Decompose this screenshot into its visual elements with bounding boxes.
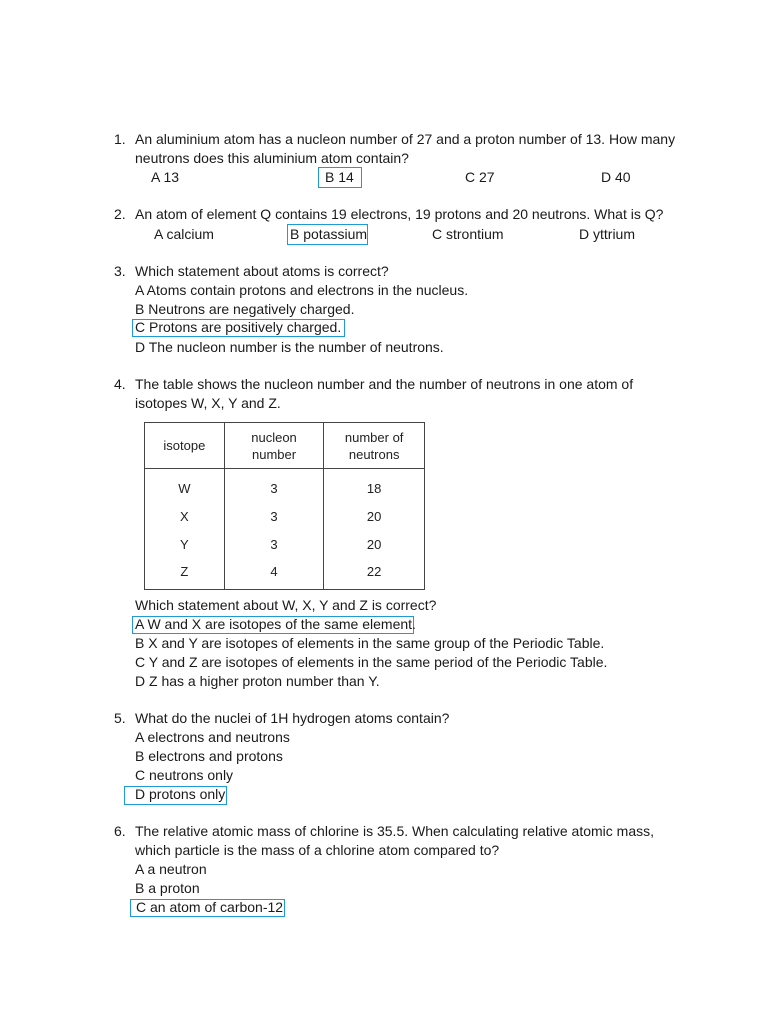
table-cell: 20 — [324, 503, 425, 531]
question-stem-line-2: which particle is the mass of a chlorine atom compared to? — [135, 842, 500, 858]
table-cell: 22 — [324, 559, 425, 590]
table-row — [145, 503, 425, 531]
option-b: B a proton — [135, 880, 200, 896]
question-number: 3. — [114, 263, 126, 279]
question-stem-line-2: neutrons does this aluminium atom contain? — [135, 150, 409, 166]
option-d: D yttrium — [579, 226, 635, 242]
table-cell: 3 — [224, 469, 324, 503]
option-a: A electrons and neutrons — [135, 729, 290, 745]
table-cell: Z — [145, 559, 225, 590]
option-a-marked-answer: A W and X are isotopes of the same element. — [132, 616, 414, 634]
table-row — [145, 469, 425, 503]
option-a: A a neutron — [135, 861, 207, 877]
isotope-table — [144, 422, 425, 590]
table-header-isotope: isotope — [145, 423, 225, 469]
question-number: 4. — [114, 376, 126, 392]
question-stem-line-1: An aluminium atom has a nucleon number of 27 and a proton number of 13. How many — [135, 131, 676, 147]
question-number: 6. — [114, 823, 126, 839]
question-stem-line-1: Which statement about atoms is correct? — [135, 263, 389, 279]
option-c: C strontium — [432, 226, 504, 242]
table-cell: 18 — [324, 469, 425, 503]
option-c: C Y and Z are isotopes of elements in the same period of the Periodic Table. — [135, 654, 608, 670]
option-d: D The nucleon number is the number of neutrons. — [135, 339, 444, 355]
table-row — [145, 559, 425, 590]
option-d: D 40 — [601, 169, 631, 185]
table-cell: 3 — [224, 503, 324, 531]
question-prompt: Which statement about W, X, Y and Z is correct? — [135, 597, 437, 613]
option-b-marked-answer: B potassium — [287, 224, 368, 245]
option-c-marked-answer: C an atom of carbon-12 — [130, 899, 285, 917]
table-cell: 4 — [224, 559, 324, 590]
option-b: B electrons and protons — [135, 748, 283, 764]
question-stem-line-1: What do the nuclei of 1H hydrogen atoms contain? — [135, 710, 450, 726]
question-stem-line-1: The relative atomic mass of chlorine is 35.5. When calculating relative atomic mass, — [135, 823, 654, 839]
question-number: 5. — [114, 710, 126, 726]
table-header-number-of-neutrons: number of neutrons — [324, 423, 425, 469]
option-c-marked-answer: C Protons are positively charged. — [132, 319, 345, 337]
option-a: A Atoms contain protons and electrons in the nucleus. — [135, 282, 469, 298]
option-a: A calcium — [154, 226, 214, 242]
option-a: A 13 — [151, 169, 180, 185]
question-stem-line-1: An atom of element Q contains 19 electrons, 19 protons and 20 neutrons. What is Q? — [135, 206, 664, 222]
question-number: 1. — [114, 131, 126, 147]
question-stem-line-2: isotopes W, X, Y and Z. — [135, 395, 281, 411]
option-b: B Neutrons are negatively charged. — [135, 301, 355, 317]
table-row — [145, 531, 425, 559]
option-b: B X and Y are isotopes of elements in the same group of the Periodic Table. — [135, 635, 605, 651]
question-number: 2. — [114, 206, 126, 222]
question-stem-line-1: The table shows the nucleon number and the number of neutrons in one atom of — [135, 376, 634, 392]
table-cell: W — [145, 469, 225, 503]
table-cell: Y — [145, 531, 225, 559]
table-cell: X — [145, 503, 225, 531]
table-cell: 20 — [324, 531, 425, 559]
option-c: C 27 — [465, 169, 495, 185]
table-header-nucleon-number: nucleon number — [224, 423, 324, 469]
option-b-marked-answer: B 14 — [318, 167, 362, 188]
table-cell: 3 — [224, 531, 324, 559]
option-c: C neutrons only — [135, 767, 234, 783]
option-d-marked-answer: D protons only — [124, 786, 227, 805]
option-d: D Z has a higher proton number than Y. — [135, 673, 380, 689]
